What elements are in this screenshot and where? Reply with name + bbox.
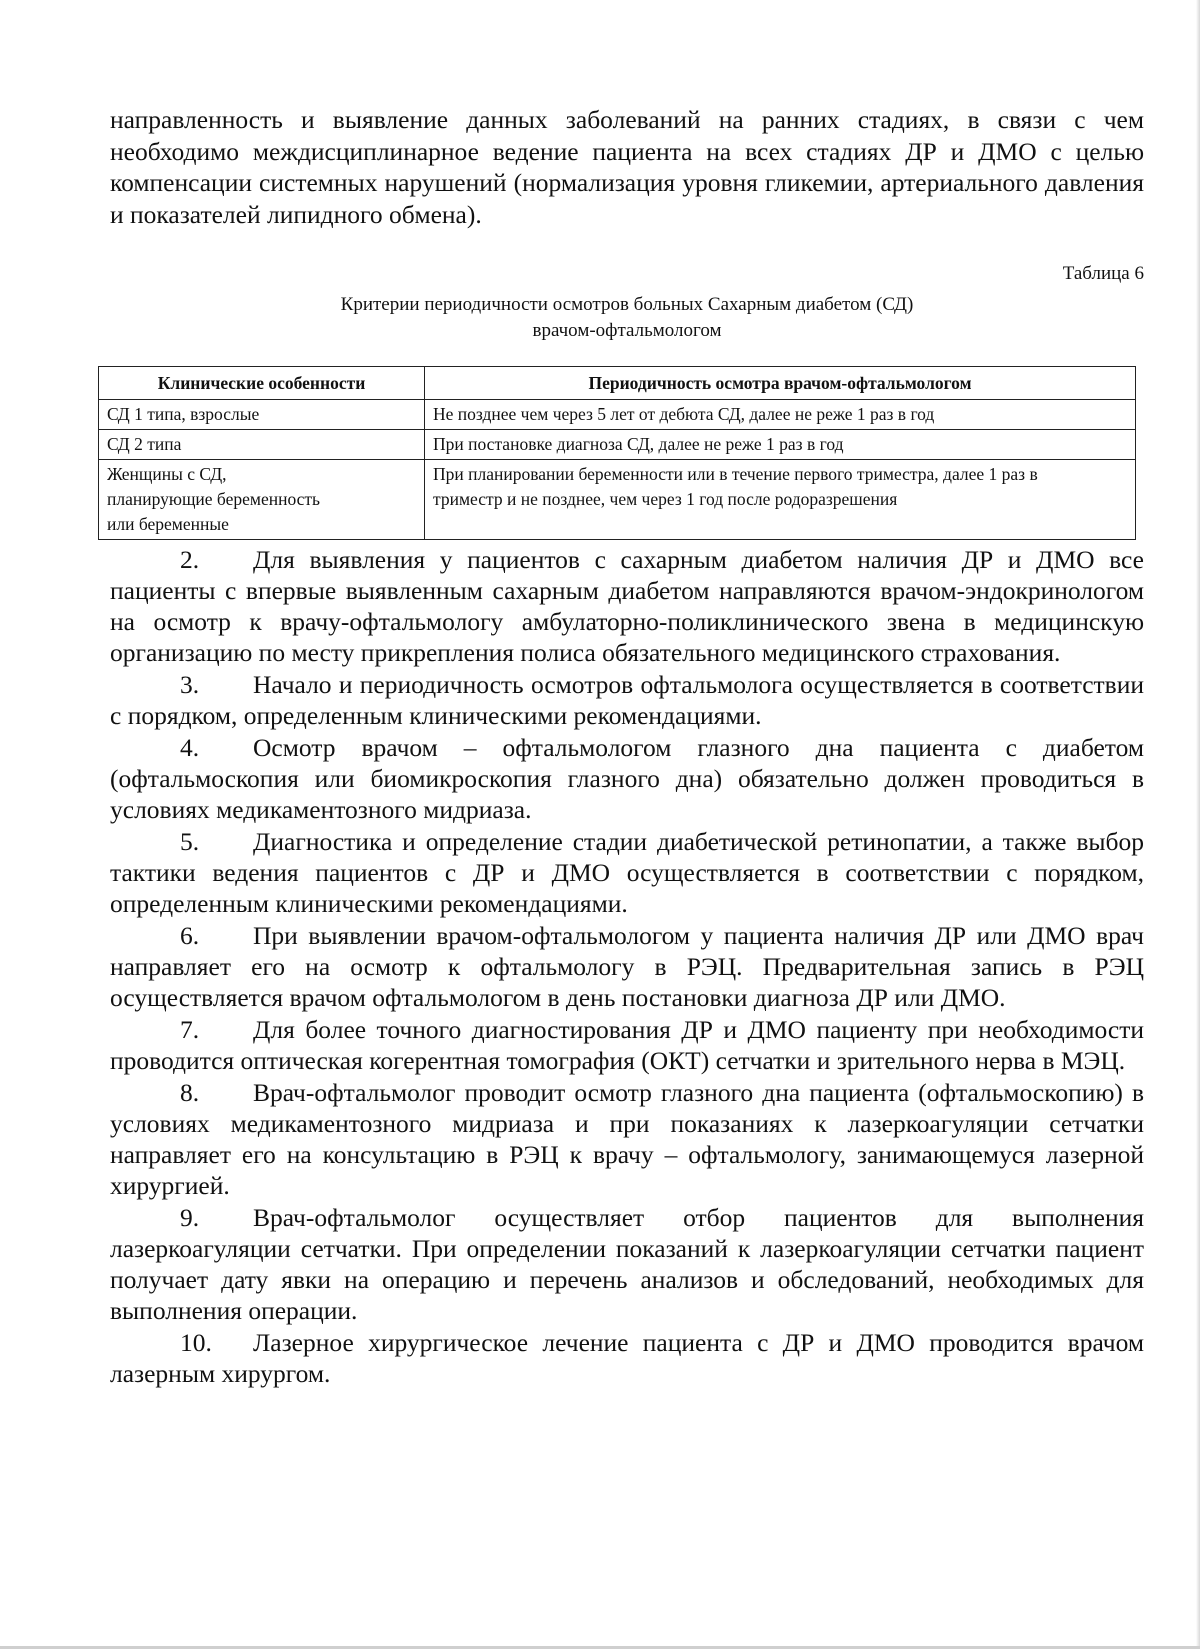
list-item-number: 8.	[180, 1078, 200, 1107]
list-item-number: 9.	[180, 1203, 200, 1232]
table-cell: Не позднее чем через 5 лет от дебюта СД, далее не реже 1 раз в год	[425, 400, 1136, 430]
list-item-text: Врач-офтальмолог осуществляет отбор пациентов для выполнения лазеркоагуляции сетчатки. При определении показаний к лазеркоагуляции сетчатки пациент получает дату явки на операцию и перечень анализов и обследований, необходимых для выполнения операции.	[110, 1203, 1144, 1325]
list-item	[110, 1077, 1144, 1201]
document-page	[107, 104, 1144, 1390]
table-header-cell: Клинические особенности	[99, 367, 425, 400]
intro-paragraph: направленность и выявление данных заболеваний на ранних стадиях, в связи с чем необходимо междисциплинарное ведение пациента на всех стадиях ДР и ДМО с целью компенсации системных нарушений (нормализация уровня гликемии, артериального давления и показателей липидного обмена).	[110, 105, 1144, 229]
list-item-text: Для более точного диагностирования ДР и ДМО пациенту при необходимости проводится оптическая когерентная томография (ОКТ) сетчатки и зрительного нерва в МЭЦ.	[110, 1015, 1144, 1075]
list-item	[110, 826, 1144, 919]
list-item-text: Осмотр врачом – офтальмологом глазного дна пациента с диабетом (офтальмоскопия или биомикроскопия глазного дна) обязательно должен проводиться в условиях медикаментозного мидриаза.	[110, 733, 1144, 824]
numbered-list	[110, 544, 1144, 1389]
table-label: Таблица 6	[1062, 263, 1144, 284]
list-item-number: 7.	[180, 1015, 200, 1044]
list-item-number: 4.	[180, 733, 200, 762]
list-item-text: Врач-офтальмолог проводит осмотр глазного дна пациента (офтальмоскопию) в условиях медикаментозного мидриаза и при показаниях к лазеркоагуляции сетчатки направляет его на консультацию в РЭЦ к врачу – офтальмологу, занимающемуся лазерной хирургией.	[110, 1078, 1144, 1200]
list-item-number: 3.	[180, 670, 200, 699]
list-item	[110, 732, 1144, 825]
list-item	[110, 920, 1144, 1013]
list-item-text: Диагностика и определение стадии диабетической ретинопатии, а также выбор тактики ведения пациентов с ДР и ДМО осуществляется в соответствии с порядком, определенным клиническими рекомендациями.	[110, 827, 1144, 918]
table-header-row	[99, 367, 1136, 400]
table-cell: При планировании беременности или в течение первого триместра, далее 1 раз в триместр и не позднее, чем через 1 год после родоразрешения	[425, 460, 1136, 540]
table-cell: При постановке диагноза СД, далее не реже 1 раз в год	[425, 430, 1136, 460]
criteria-table	[98, 366, 1136, 540]
list-item-text: При выявлении врачом-офтальмологом у пациента наличия ДР или ДМО врач направляет его на осмотр к офтальмологу в РЭЦ. Предварительная запись в РЭЦ осуществляется врачом офтальмологом в день постановки диагноза ДР или ДМО.	[110, 921, 1144, 1012]
list-item-text: Начало и периодичность осмотров офтальмолога осуществляется в соответствии с порядком, определенным клиническими рекомендациями.	[110, 670, 1144, 730]
list-item-number: 10.	[180, 1328, 212, 1357]
table-cell: СД 1 типа, взрослые	[99, 400, 425, 430]
table-row	[99, 400, 1136, 430]
list-item	[110, 544, 1144, 668]
list-item-text: Лазерное хирургическое лечение пациента с ДР и ДМО проводится врачом лазерным хирургом.	[110, 1328, 1144, 1388]
table-caption-line-1: Критерии периодичности осмотров больных Сахарным диабетом (СД)	[340, 294, 914, 315]
list-item-text: Для выявления у пациентов с сахарным диабетом наличия ДР и ДМО все пациенты с впервые выявленным сахарным диабетом направляются врачом-эндокринологом на осмотр к врачу-офтальмологу амбулаторно-поликлинического звена в медицинскую организацию по месту прикрепления полиса обязательного медицинского страхования.	[110, 545, 1144, 667]
scan-edge	[1196, 0, 1200, 1649]
list-item-number: 2.	[180, 545, 200, 574]
table-cell: Женщины с СД, планирующие беременность или беременные	[99, 460, 425, 540]
list-item-number: 5.	[180, 827, 200, 856]
table-cell: СД 2 типа	[99, 430, 425, 460]
table-row	[99, 460, 1136, 540]
table-caption-line-2: врачом-офтальмологом	[532, 320, 722, 341]
table-caption	[110, 292, 1144, 344]
list-item	[110, 669, 1144, 731]
table-header-cell: Периодичность осмотра врачом-офтальмологом	[425, 367, 1136, 400]
list-item	[110, 1327, 1144, 1389]
list-item	[110, 1202, 1144, 1326]
list-item	[110, 1014, 1144, 1076]
table-row	[99, 430, 1136, 460]
list-item-number: 6.	[180, 921, 200, 950]
